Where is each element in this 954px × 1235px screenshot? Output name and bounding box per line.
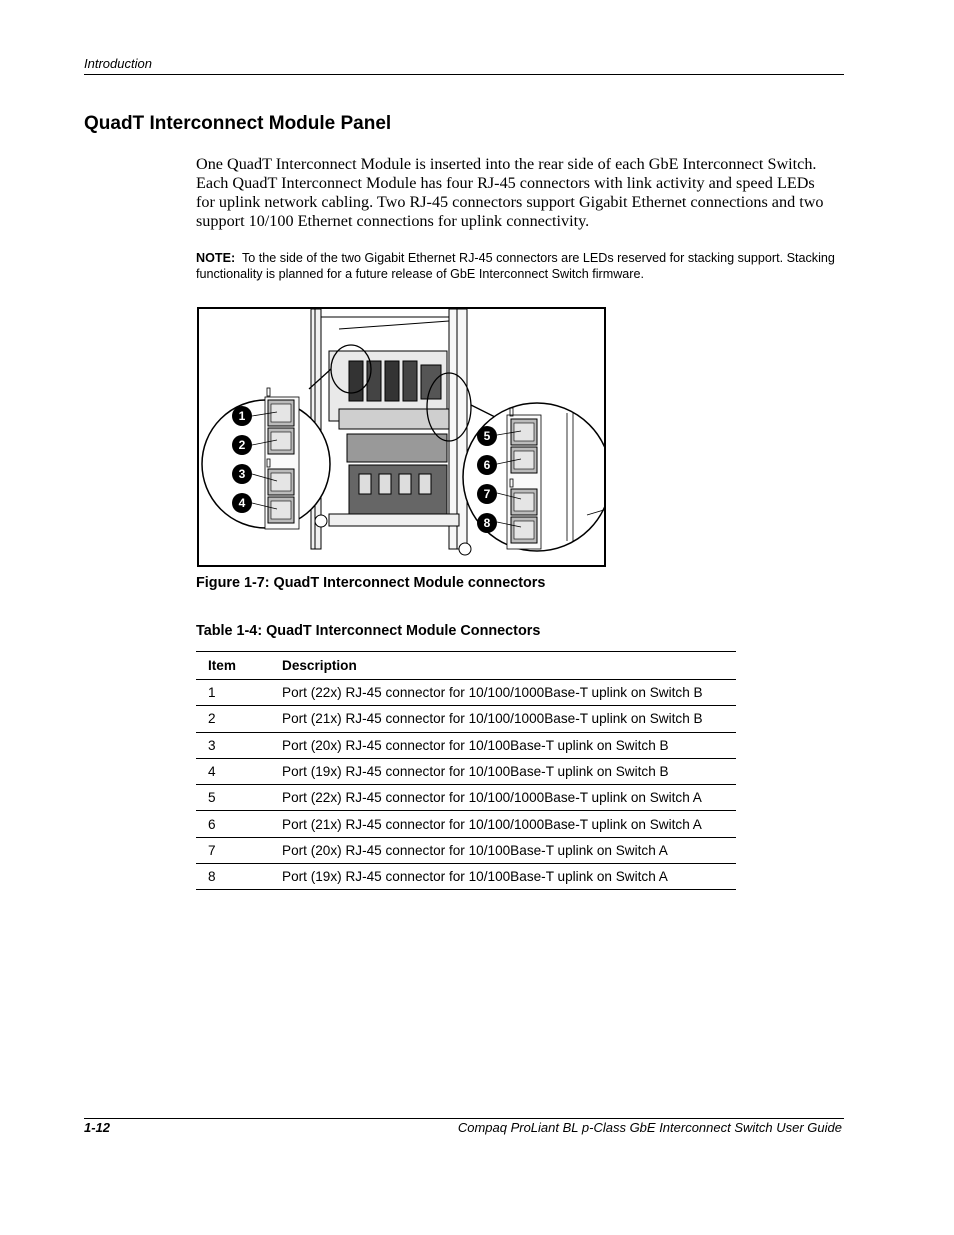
table-title: Table 1-4: QuadT Interconnect Module Connectors [196,623,541,639]
item-cell: 5 [196,785,270,811]
footer-rule [84,1118,844,1119]
callout-number: 4 [238,496,246,510]
column-header-description: Description [270,652,736,680]
table-row [196,706,736,732]
description-cell: Port (19x) RJ-45 connector for 10/100Base-T uplink on Switch A [270,864,736,890]
description-cell: Port (20x) RJ-45 connector for 10/100Base-T uplink on Switch B [270,732,736,758]
callout-number: 7 [483,487,491,501]
description-cell: Port (22x) RJ-45 connector for 10/100/1000Base-T uplink on Switch A [270,785,736,811]
column-header-item: Item [196,652,270,680]
section-title: QuadT Interconnect Module Panel [84,113,392,134]
item-cell: 4 [196,758,270,784]
document-title: Compaq ProLiant BL p-Class GbE Interconnect Switch User Guide [457,1120,842,1135]
description-cell: Port (21x) RJ-45 connector for 10/100/1000Base-T uplink on Switch A [270,811,736,837]
item-cell: 7 [196,837,270,863]
table-row [196,680,736,706]
item-cell: 3 [196,732,270,758]
note-paragraph [196,250,836,282]
callout-number: 6 [483,458,491,472]
item-cell: 1 [196,680,270,706]
description-cell: Port (21x) RJ-45 connector for 10/100/1000Base-T uplink on Switch B [270,706,736,732]
table-header-row [196,652,736,680]
connectors-table [196,651,736,890]
body-paragraph: One QuadT Interconnect Module is inserted into the rear side of each GbE Interconnect Switch. Each QuadT Interconnect Module has four RJ-45 connectors with link activity and speed LEDs for uplink network cabling. Two RJ-45 connectors support Gigabit Ethernet connections and two support 10/100 Ethernet connections for uplink connectivity. [196,155,824,230]
table-row [196,732,736,758]
note-label: NOTE: [196,251,236,265]
table-row [196,864,736,890]
item-cell: 8 [196,864,270,890]
callout-number: 2 [238,438,246,452]
callout-number: 1 [238,409,246,423]
description-cell: Port (20x) RJ-45 connector for 10/100Base-T uplink on Switch A [270,837,736,863]
figure-caption: Figure 1-7: QuadT Interconnect Module connectors [196,575,546,591]
item-cell: 2 [196,706,270,732]
description-cell: Port (19x) RJ-45 connector for 10/100Base-T uplink on Switch B [270,758,736,784]
table-row [196,758,736,784]
rack-illustration [199,309,606,567]
note-text: To the side of the two Gigabit Ethernet RJ-45 connectors are LEDs reserved for stacking support. Stacking functionality is planned for a future release of GbE Interconnect Switch firmware. [196,251,835,281]
running-header: Introduction [84,56,152,71]
table-row [196,837,736,863]
description-cell: Port (22x) RJ-45 connector for 10/100/1000Base-T uplink on Switch B [270,680,736,706]
callout-number: 8 [483,516,491,530]
callout-number: 5 [483,429,491,443]
figure-quadt-connectors [197,307,606,567]
item-cell: 6 [196,811,270,837]
page-number: 1-12 [84,1120,111,1135]
table-row [196,811,736,837]
header-rule [84,74,844,75]
callout-number: 3 [238,467,246,481]
table-row [196,785,736,811]
